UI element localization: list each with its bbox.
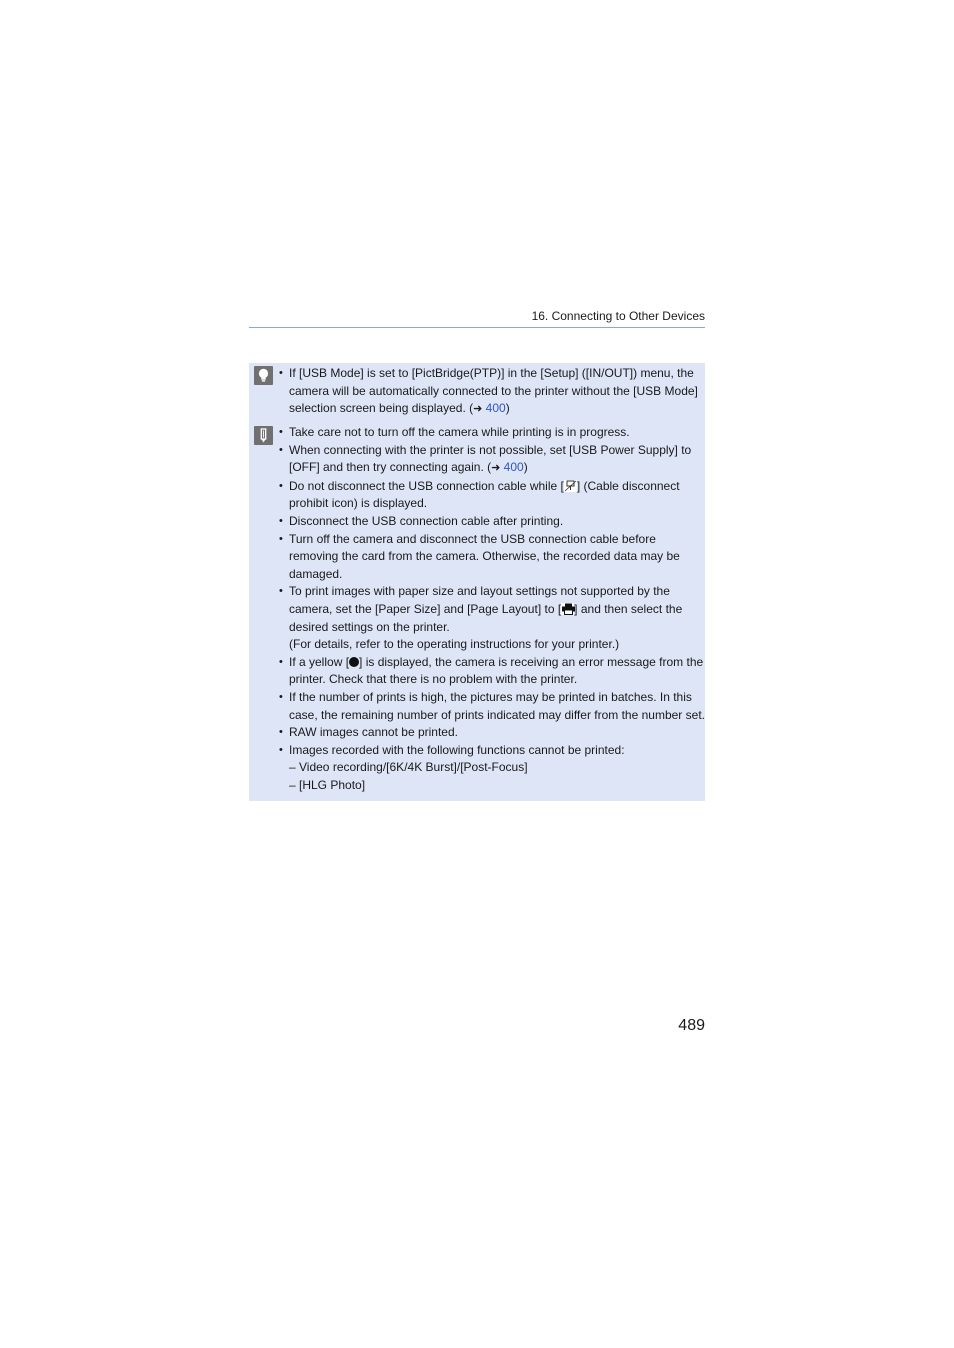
list-item: • If a yellow [ ] is displayed, the camera is receiving an error message from the printer. Check that there is no problem with the printer. bbox=[279, 654, 705, 689]
note-list bbox=[279, 424, 705, 794]
list-item: • Turn off the camera and disconnect the USB connection cable before removing the card from the camera. Otherwise, the recorded data may be damaged. bbox=[279, 531, 705, 584]
list-item: • RAW images cannot be printed. bbox=[279, 724, 705, 742]
arrow-icon: ➜ bbox=[491, 462, 501, 475]
page-header bbox=[249, 306, 705, 328]
chapter-title: 16. Connecting to Other Devices bbox=[531, 309, 705, 323]
list-item: • Images recorded with the following functions cannot be printed: – Video recording/[6K/4K Burst]/[Post-Focus] – [HLG Photo] bbox=[279, 742, 705, 795]
list-item: • To print images with paper size and layout settings not supported by the camera, set the [Paper Size] and [Page Layout] to [ ] and then select the desired settings on the printer. (For details, refer to the operating instructions for your printer.) bbox=[279, 583, 705, 653]
list-item: • Do not disconnect the USB connection cable while [ ] (Cable disconnect prohibit icon) is displayed. bbox=[279, 478, 705, 513]
list-item: • Disconnect the USB connection cable after printing. bbox=[279, 513, 705, 531]
page-number: 489 bbox=[678, 1017, 705, 1034]
lightbulb-icon bbox=[254, 366, 273, 385]
list-item: • If the number of prints is high, the pictures may be printed in batches. In this case, the remaining number of prints indicated may differ from the number set. bbox=[279, 689, 705, 724]
page-link[interactable]: 400 bbox=[485, 401, 506, 416]
list-item: • If [USB Mode] is set to [PictBridge(PTP)] in the [Setup] ([IN/OUT]) menu, the camera will be automatically connected to the printer without the [USB Mode] selection screen being displayed. (➜ 400) bbox=[279, 365, 705, 419]
tip-list bbox=[279, 365, 705, 419]
yellow-dot-icon bbox=[349, 657, 359, 667]
notes-box bbox=[249, 363, 705, 801]
list-item: • Take care not to turn off the camera while printing is in progress. bbox=[279, 424, 705, 442]
cable-disconnect-prohibit-icon bbox=[564, 480, 577, 492]
list-item: • When connecting with the printer is not possible, set [USB Power Supply] to [OFF] and then try connecting again. (➜ 400) bbox=[279, 442, 705, 478]
page-link[interactable]: 400 bbox=[503, 460, 524, 475]
arrow-icon: ➜ bbox=[473, 403, 483, 416]
printer-icon bbox=[561, 603, 574, 615]
pencil-note-icon bbox=[254, 426, 273, 445]
